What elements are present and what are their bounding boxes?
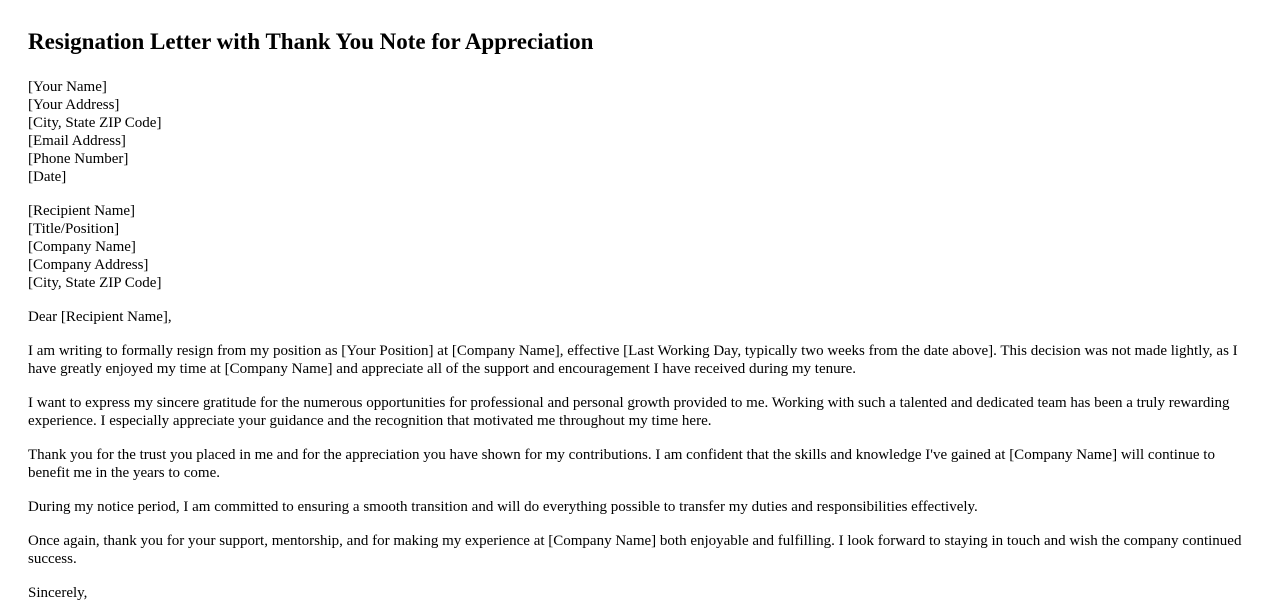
sender-address: [Your Address] [28, 97, 120, 113]
sender-name: [Your Name] [28, 79, 107, 95]
recipient-name: [Recipient Name] [28, 203, 136, 219]
body-paragraph-appreciation: Thank you for the trust you placed in me and for the appreciation you have shown for my contributions. I am confident that the skills and knowledge I've gained at [Company Name] will continue to benefit me in the years to come. [28, 447, 1215, 481]
body-paragraph-transition: During my notice period, I am committed to ensuring a smooth transition and will do everything possible to transfer my duties and responsibilities effectively. [28, 499, 978, 515]
page-title: Resignation Letter with Thank You Note for Appreciation [28, 29, 594, 54]
closing: Sincerely, [28, 585, 88, 601]
sender-email: [Email Address] [28, 133, 126, 149]
recipient-title: [Title/Position] [28, 221, 120, 237]
letter-date: [Date] [28, 169, 67, 185]
recipient-address-block [28, 202, 1250, 292]
recipient-company: [Company Name] [28, 239, 136, 255]
sender-phone: [Phone Number] [28, 151, 129, 167]
body-paragraph-resignation: I am writing to formally resign from my position as [Your Position] at [Company Name], effective [Last Working Day, typically two weeks from the date above]. This decision was not made lightly, as I have greatly enjoyed my time at [Company Name] and appreciate all of the support and encouragement I have received during my tenure. [28, 343, 1238, 377]
sender-address-block [28, 78, 1250, 186]
sender-city-state-zip: [City, State ZIP Code] [28, 115, 162, 131]
recipient-company-address: [Company Address] [28, 257, 149, 273]
recipient-city-state-zip: [City, State ZIP Code] [28, 275, 162, 291]
salutation: Dear [Recipient Name], [28, 309, 172, 325]
body-paragraph-closing-thanks: Once again, thank you for your support, mentorship, and for making my experience at [Company Name] both enjoyable and fulfilling. I look forward to staying in touch and wish the company continued success. [28, 533, 1242, 567]
body-paragraph-gratitude: I want to express my sincere gratitude for the numerous opportunities for professional and personal growth provided to me. Working with such a talented and dedicated team has been a truly rewarding experience. I especially appreciate your guidance and the recognition that motivated me throughout my time here. [28, 395, 1230, 429]
